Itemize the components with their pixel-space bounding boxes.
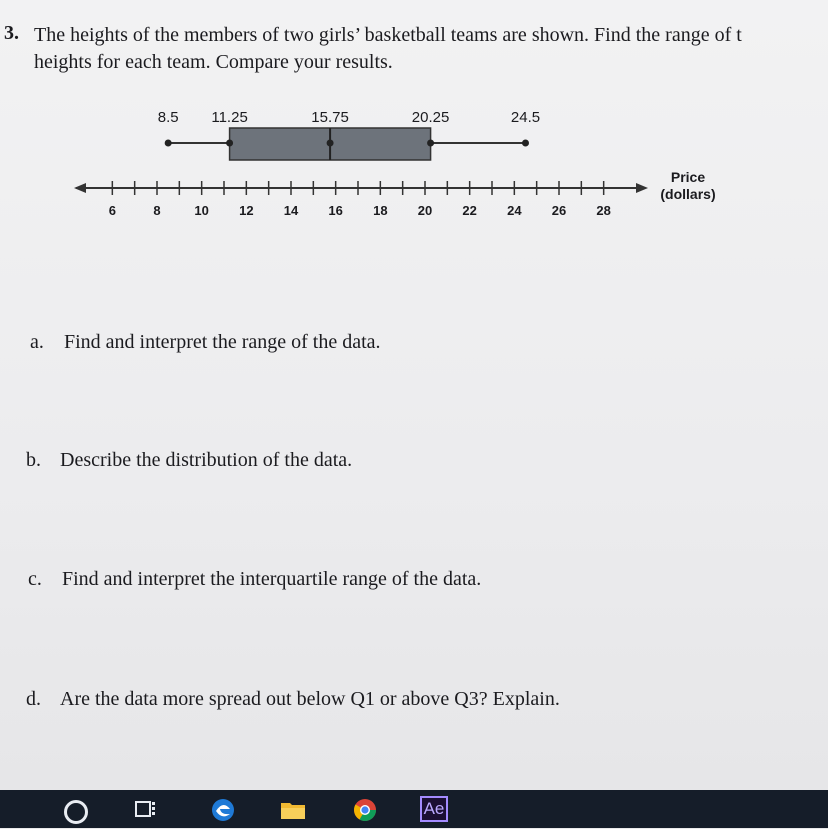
question-a bbox=[30, 331, 381, 354]
summary-label-q3: 20.25 bbox=[411, 109, 450, 126]
number-line-right-arrow bbox=[636, 183, 648, 193]
tick-label-20: 20 bbox=[417, 203, 433, 218]
tick-label-14: 14 bbox=[283, 203, 299, 218]
question-a-text: Find and interpret the range of the data. bbox=[64, 331, 381, 353]
after-effects-icon[interactable]: Ae bbox=[420, 796, 448, 822]
cortana-icon[interactable] bbox=[64, 800, 88, 824]
summary-label-min: 8.5 bbox=[157, 109, 179, 126]
tick-label-28: 28 bbox=[596, 203, 611, 218]
problem-statement-line1: The heights of the members of two girls’ basketball teams are shown. Find the range of t bbox=[34, 24, 742, 46]
tick-label-16: 16 bbox=[328, 203, 343, 218]
tick-label-10: 10 bbox=[194, 203, 209, 218]
tick-label-24: 24 bbox=[507, 203, 522, 218]
question-d bbox=[26, 688, 560, 711]
question-d-letter: d. bbox=[26, 688, 41, 710]
axis-label-line1: Price bbox=[670, 169, 706, 185]
point-q3 bbox=[427, 140, 434, 147]
summary-label-median: 15.75 bbox=[311, 109, 349, 126]
file-explorer-icon[interactable] bbox=[278, 796, 308, 824]
question-c bbox=[28, 568, 481, 591]
question-b bbox=[26, 449, 352, 472]
axis-label-line2: (dollars) bbox=[660, 186, 716, 202]
question-c-text: Find and interpret the interquartile range of the data. bbox=[62, 568, 482, 590]
number-line-left-arrow bbox=[74, 183, 86, 193]
tick-label-12: 12 bbox=[239, 203, 254, 218]
edge-icon[interactable] bbox=[208, 796, 238, 824]
task-view-icon[interactable] bbox=[132, 796, 162, 824]
tick-label-26: 26 bbox=[551, 203, 567, 218]
box-plot-chart bbox=[0, 0, 828, 240]
tick-label-18: 18 bbox=[373, 203, 388, 218]
problem-number: 3. bbox=[4, 22, 19, 44]
question-a-letter: a. bbox=[30, 331, 44, 353]
summary-label-max: 24.5 bbox=[510, 109, 541, 126]
question-c-letter: c. bbox=[28, 568, 42, 590]
tick-label-22: 22 bbox=[462, 203, 477, 218]
summary-label-q1: 11.25 bbox=[211, 109, 248, 126]
windows-taskbar bbox=[0, 790, 828, 828]
point-max bbox=[522, 140, 529, 147]
point-q1 bbox=[226, 140, 233, 147]
question-b-text: Describe the distribution of the data. bbox=[60, 449, 353, 471]
question-b-letter: b. bbox=[26, 449, 41, 471]
tick-label-6: 6 bbox=[108, 203, 116, 218]
point-min bbox=[165, 140, 172, 147]
problem-statement-line2: heights for each team. Compare your results. bbox=[34, 51, 393, 73]
point-median bbox=[327, 140, 334, 147]
tick-label-8: 8 bbox=[153, 203, 161, 218]
question-d-text: Are the data more spread out below Q1 or above Q3? Explain. bbox=[60, 688, 560, 710]
chrome-icon[interactable] bbox=[350, 796, 380, 824]
